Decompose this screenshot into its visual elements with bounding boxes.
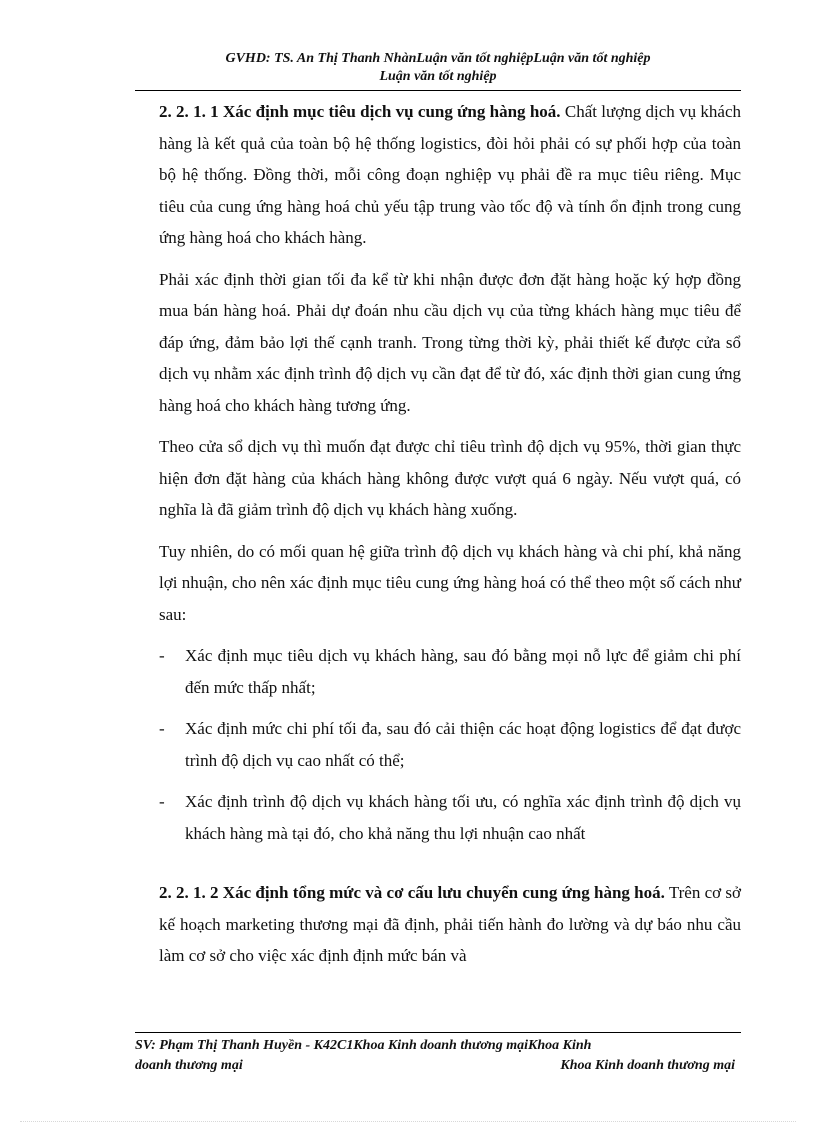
section-1-paragraph-4: Tuy nhiên, do có mối quan hệ giữa trình độ dịch vụ khách hàng và chi phí, khả năng lợi nhuận, cho nên xác định mục tiêu cung ứng hàng hoá có thể theo một số cách như sau: (159, 541, 741, 624)
document-body (159, 96, 741, 982)
list-item (159, 786, 741, 849)
list-item (159, 713, 741, 776)
footer-line-1: SV: Phạm Thị Thanh Huyền - K42C1Khoa Kinh doanh thương mạiKhoa Kinh (135, 1038, 592, 1053)
footer-line-2 (135, 1056, 735, 1076)
list-item (159, 640, 741, 703)
list-item-text: Xác định mục tiêu dịch vụ khách hàng, sau đó bằng mọi nỗ lực để giảm chi phí đến mức thấp nhất; (185, 646, 741, 697)
page-footer (135, 1036, 735, 1076)
section-1-intro: Chất lượng dịch vụ khách hàng là kết quả của toàn bộ hệ thống logistics, đòi hỏi phải có sự phối hợp của toàn bộ hệ thống. Đồng thời, mỗi công đoạn nghiệp vụ phải đề ra mục tiêu riêng. Mục tiêu của cung ứng hàng hoá chủ yếu tập trung vào tốc độ và tính ổn định trong cung ứng hàng hoá cho khách hàng. (159, 102, 741, 247)
section-2-intro: Trên cơ sở kế hoạch marketing thương mại đã định, phải tiến hành đo lường và dự báo nhu cầu làm cơ sở cho việc xác định định mức bán và (159, 883, 741, 965)
section-1-paragraph-2: Phải xác định thời gian tối đa kể từ khi nhận được đơn đặt hàng hoặc ký hợp đồng mua bán hàng hoá. Phải dự đoán nhu cầu dịch vụ của từng khách hàng mục tiêu để đáp ứng, đảm bảo lợi thế cạnh tranh. Trong từng thời kỳ, phải thiết kế được cửa sổ dịch vụ nhằm xác định trình độ dịch vụ cần đạt để từ đó, xác định thời gian cung ứng hàng hoá cho khách hàng tương ứng. (159, 269, 741, 415)
list-dash: - (159, 646, 165, 665)
list-item-text: Xác định mức chi phí tối đa, sau đó cải thiện các hoạt động logistics để đạt được trình độ dịch vụ cao nhất có thể; (185, 719, 741, 770)
page-header (135, 50, 741, 86)
section-spacer (159, 859, 741, 877)
footer-divider (135, 1032, 741, 1033)
objective-list (159, 640, 741, 849)
list-item-text: Xác định trình độ dịch vụ khách hàng tối ưu, có nghĩa xác định trình độ dịch vụ khách hàng mà tại đó, cho khả năng thu lợi nhuận cao nhất (185, 792, 741, 843)
section-2-paragraph-1 (159, 877, 741, 972)
footer-line-2-right: Khoa Kinh doanh thương mại (560, 1058, 735, 1073)
header-divider (135, 90, 741, 91)
list-dash: - (159, 792, 165, 811)
header-line-1: GVHD: TS. An Thị Thanh NhànLuận văn tốt nghiệpLuận văn tốt nghiệp (225, 51, 651, 66)
footer-line-2-left: doanh thương mại (135, 1058, 243, 1073)
section-1-paragraph-1 (159, 96, 741, 254)
section-2-heading: 2. 2. 1. 2 Xác định tổng mức và cơ cấu lưu chuyển cung ứng hàng hoá. (159, 883, 665, 902)
section-1-heading: 2. 2. 1. 1 Xác định mục tiêu dịch vụ cung ứng hàng hoá. (159, 102, 561, 121)
page-bottom-border (20, 1121, 796, 1122)
header-line-2: Luận văn tốt nghiệp (379, 69, 497, 84)
list-dash: - (159, 719, 165, 738)
section-1-paragraph-3: Theo cửa sổ dịch vụ thì muốn đạt được chỉ tiêu trình độ dịch vụ 95%, thời gian thực hiện đơn đặt hàng của khách hàng không được vượt quá 6 ngày. Nếu vượt quá, có nghĩa là đã giảm trình độ dịch vụ khách hàng xuống. (159, 437, 741, 519)
